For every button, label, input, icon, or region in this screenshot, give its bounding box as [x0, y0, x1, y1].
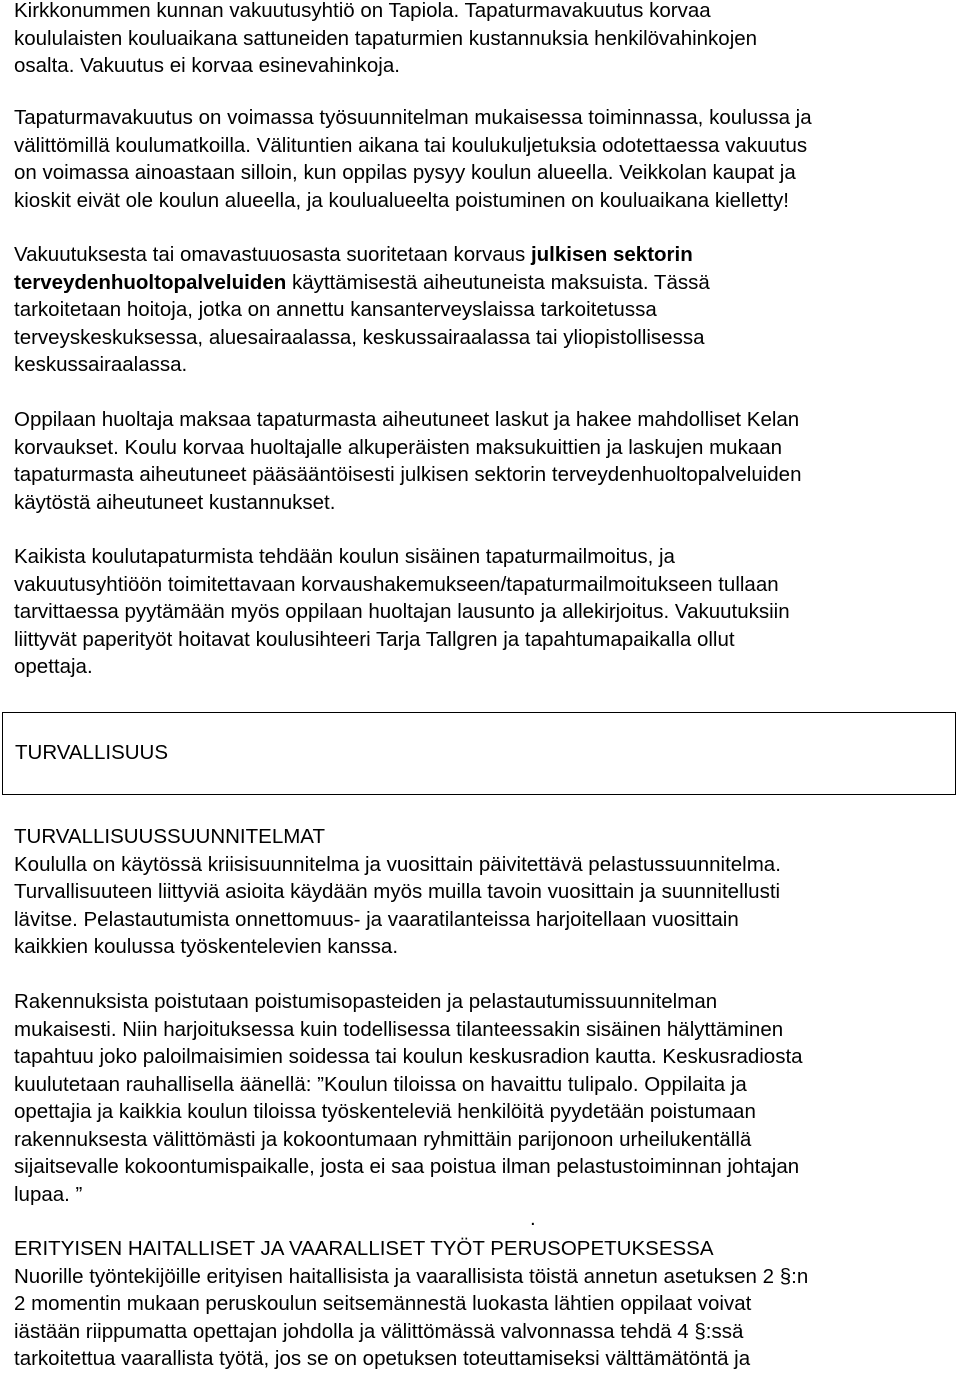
text-line: mukaisesti. Niin harjoituksessa kuin todellisessa tilanteessakin sisäinen hälyttäminen [14, 1017, 784, 1041]
text-line: terveyskeskuksessa, aluesairaalassa, keskussairaalassa tai yliopistollisessa [14, 325, 705, 349]
text-line: Rakennuksista poistutaan poistumisopasteiden ja pelastautumissuunnitelman [14, 990, 718, 1013]
paragraph-insurance-company [14, 0, 757, 80]
text-line: on voimassa ainoastaan silloin, kun oppilas pysyy koulun alueella. Veikkolan kaupat ja [14, 161, 796, 184]
paragraph-guardian-payment [14, 406, 802, 516]
paragraph-accident-report [14, 543, 790, 681]
paragraph-evacuation [14, 988, 803, 1208]
paragraph-compensation [14, 241, 710, 379]
text-line: osalta. Vakuutus ei korvaa esinevahinkoja. [14, 54, 400, 77]
section-title-box [2, 712, 956, 795]
text-line [14, 241, 710, 269]
text-line: tapahtuu joko paloilmaisimien soidessa tai koulun keskusradion kautta. Keskusradiosta [14, 1045, 803, 1068]
text-line: 2 momentin mukaan peruskoulun seitsemännestä luokasta lähtien oppilaat voivat [14, 1292, 752, 1315]
text-line: rakennuksesta välittömästi ja kokoontumaan ryhmittäin parijonoon urheilukentällä [14, 1127, 752, 1151]
text-segment: käyttämisestä aiheutuneista maksuista. Tässä [286, 270, 710, 294]
text-segment: Vakuutuksesta tai omavastuuosasta suoritetaan korvaus [14, 243, 531, 266]
text-line: välittömillä koulumatkoilla. Välituntien aikana tai koulukuljetuksia odotettaessa vakuutus [14, 133, 808, 157]
section-safety-plans [14, 823, 781, 961]
text-line: tarkoitetaan hoitoja, jotka on annettu kansanterveyslaissa tarkoitetussa [14, 298, 657, 321]
text-line: Turvallisuuteen liittyviä asioita käydään myös muilla tavoin vuosittain ja suunnitellusti [14, 880, 781, 903]
text-line: sijaitsevalle kokoontumispaikalle, josta ei saa poistua ilman pelastustoiminnan johtajan [14, 1155, 800, 1178]
text-line: opettaja. [14, 655, 93, 678]
text-line: kioskit eivät ole koulun alueella, ja koulualueelta poistuminen on kouluaikana kielletty! [14, 188, 789, 212]
text-line: lävitse. Pelastautumista onnettomuus- ja vaaratilanteissa harjoitellaan vuosittain [14, 907, 739, 931]
text-line: Koululla on käytössä kriisisuunnitelma ja vuosittain päivitettävä pelastussuunnitelma. [14, 852, 781, 876]
bold-text: terveydenhuoltopalveluiden [14, 270, 287, 294]
text-line: Tapaturmavakuutus on voimassa työsuunnitelman mukaisessa toiminnassa, koulussa ja [14, 106, 812, 129]
text-line: tarvittaessa pyytämään myös oppilaan huoltajan lausunto ja allekirjoitus. Vakuutuksiin [14, 600, 790, 623]
text-line: koululaisten kouluaikana sattuneiden tapaturmien kustannuksia henkilövahinkojen [14, 26, 758, 50]
text-line: kuulutetaan rauhallisella äänellä: ”Koulun tiloissa on havaittu tulipalo. Oppilaita ja [14, 1072, 747, 1096]
paragraph-insurance-validity [14, 104, 812, 214]
section-heading: TURVALLISUUSSUUNNITELMAT [14, 825, 325, 848]
text-line: käytöstä aiheutuneet kustannukset. [14, 490, 336, 514]
text-line: Nuorille työntekijöille erityisen haitallisista ja vaarallisista töistä annetun asetuksen 2 §:n [14, 1264, 809, 1288]
text-line: Oppilaan huoltaja maksaa tapaturmasta aiheutuneet laskut ja hakee mahdolliset Kelan [14, 408, 800, 431]
text-line: iästään riippumatta opettajan johdolla ja välittömässä valvonnassa tehdä 4 §:ssä [14, 1319, 744, 1343]
text-line: korvaukset. Koulu korvaa huoltajalle alkuperäisten maksukuittien ja laskujen mukaan [14, 435, 783, 459]
section-heading: ERITYISEN HAITALLISET JA VAARALLISET TYÖT PERUSOPETUKSESSA [14, 1237, 714, 1260]
text-line: kaikkien koulussa työskentelevien kanssa. [14, 935, 399, 958]
text-line: vakuutusyhtiöön toimitettavaan korvaushakemukseen/tapaturmailmoitukseen tullaan [14, 572, 779, 596]
text-line: tapaturmasta aiheutuneet pääsääntöisesti julkisen sektorin terveydenhuoltopalveluiden [14, 463, 802, 486]
text-line: opettajia ja kaikkia koulun tiloissa työskenteleviä henkilöitä pyydetään poistumaan [14, 1100, 756, 1123]
section-title: TURVALLISUUS [15, 741, 169, 764]
text-line: tarkoitettua vaarallista työtä, jos se on opetuksen toteuttamiseksi välttämätöntä ja [14, 1347, 751, 1370]
bold-text: julkisen sektorin [530, 243, 693, 266]
text-line [14, 269, 710, 297]
text-line: Kirkkonummen kunnan vakuutusyhtiö on Tapiola. Tapaturmavakuutus korvaa [14, 0, 711, 22]
text-line: liittyvät paperityöt hoitavat koulusihteeri Tarja Tallgren ja tapahtumapaikalla ollut [14, 627, 735, 651]
text-line: Kaikista koulutapaturmista tehdään koulun sisäinen tapaturmailmoitus, ja [14, 545, 675, 568]
text-line: keskussairaalassa. [14, 353, 188, 376]
stray-period: . [530, 1207, 536, 1230]
section-hazardous-work [14, 1235, 808, 1373]
text-line: lupaa. ” [14, 1182, 83, 1206]
